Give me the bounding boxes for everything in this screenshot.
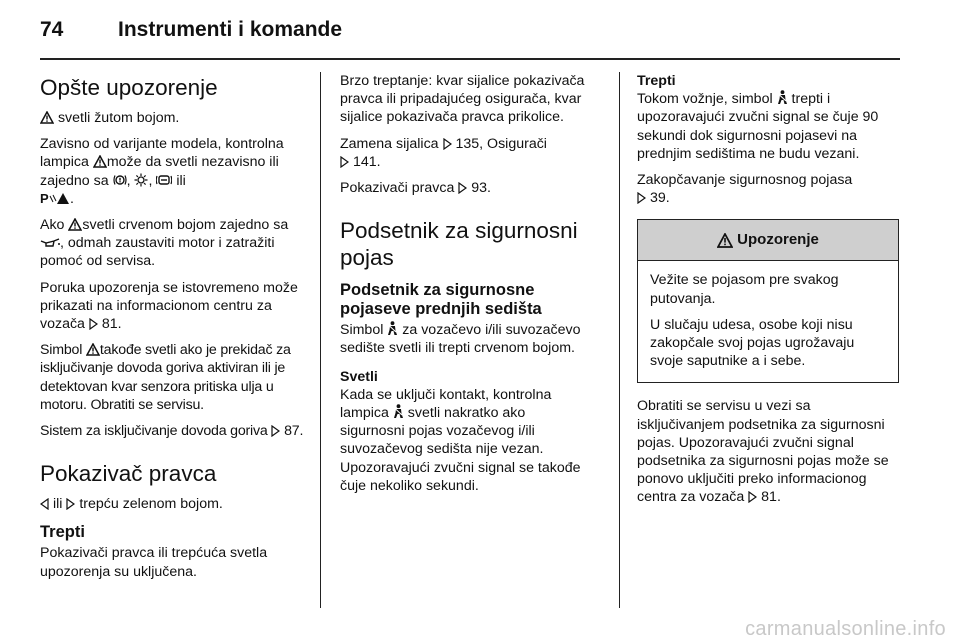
oil-pressure-icon [40, 237, 60, 249]
paragraph: Zavisno od varijante modela, kontrolna lampica može da svetli nezavisno ili zajedno sa , , ili P . [40, 136, 284, 207]
page-header [40, 18, 920, 52]
turn-signal-left-icon [40, 498, 49, 510]
column-1 [40, 72, 308, 589]
paragraph: Brzo treptanje: kvar sijalice pokazivača pravca ili pripadajućeg osigurača, kvar sijalice pokazivača pravca prikolice. [340, 73, 585, 126]
watermark: carmanualsonline.info [745, 618, 946, 640]
section-title-seatbelt-reminder: Podsetnik za sigurnosni pojas [340, 218, 578, 271]
paragraph: ili trepću zelenom bojom. [40, 495, 308, 513]
page-reference-triangle-icon [637, 192, 646, 204]
column-3 [637, 72, 899, 515]
engine-electronics-icon [156, 173, 172, 187]
subheading-flashes: Trepti [40, 523, 85, 542]
paragraph: svetli žutom bojom. [40, 109, 308, 127]
parking-brake-warning-icon [40, 191, 70, 205]
paragraph: Ako svetli crvenom bojom zajedno sa , odmah zaustaviti motor i zatražiti pomoć od servisa. [40, 217, 289, 270]
section-title-general-warning: Opšte upozorenje [40, 75, 218, 100]
paragraph: U slučaju udesa, osobe koji nisu zakopčale svoj pojas ugrožavaju svoje saputnike a i sebe. [650, 316, 855, 370]
turn-signal-right-icon [66, 498, 75, 510]
subheading-flashes: Trepti [637, 73, 676, 89]
page-number: 74 [40, 18, 64, 41]
paragraph: Vežite se pojasom pre svakog putovanja. [650, 272, 839, 307]
subheading-front-seatbelt-reminder: Podsetnik za sigurnosne pojaseve prednjih sedišta [340, 281, 542, 319]
paragraph: Tokom vožnje, simbol trepti i upozoravajući zvučni signal se čuje 90 sekundi dok sigurnosni pojasevi na prednjim sedištima ne budu vezani. [637, 91, 879, 162]
warning-box-body [638, 261, 898, 382]
warning-box-header [638, 220, 898, 261]
svg-text:P: P [40, 190, 49, 205]
seatbelt-icon [387, 321, 398, 336]
paragraph: Pokazivači pravca 93. [340, 180, 491, 197]
seatbelt-icon [777, 90, 788, 105]
page-reference-triangle-icon [89, 318, 98, 330]
paragraph: Kada se uključi kontakt, kontrolna lampica svetli nakratko ako sigurnosni pojas vozačevog i/ili suvozačevog sedišta nije vezan. Upozoravajući zvučni signal se takođe čuje nekoliko sekundi. [340, 386, 581, 494]
page-reference-triangle-icon [748, 491, 757, 503]
paragraph: Zamena sijalica 135, Osigurači 141. [340, 135, 547, 170]
warning-triangle-icon [68, 218, 82, 231]
paragraph: Simbol takođe svetli ako je prekidač za isključivanje dovoda goriva aktiviran ili je detektovan kvar senzora pritiska ulja u motoru. Obratiti se servisu. [40, 342, 291, 413]
page-reference-triangle-icon [271, 425, 280, 437]
paragraph: Sistem za isključivanje dovoda goriva 87. [40, 423, 304, 440]
paragraph: Zakopčavanje sigurnosnog pojasa 39. [637, 172, 853, 207]
brake-system-icon [113, 173, 127, 187]
column-divider-2 [619, 72, 620, 608]
section-title-turn-signal: Pokazivač pravca [40, 461, 217, 487]
paragraph: Simbol za vozačevo i/ili suvozačevo sedište svetli ili trepti crvenom bojom. [340, 322, 581, 357]
subheading-illuminates: Svetli [340, 368, 378, 385]
warning-triangle-icon [93, 155, 107, 168]
bulb-failure-icon [134, 173, 148, 187]
warning-triangle-icon [86, 343, 100, 356]
chapter-title: Instrumenti i komande [118, 18, 343, 41]
page-reference-triangle-icon [443, 138, 452, 150]
header-rule [40, 58, 900, 60]
column-divider-1 [320, 72, 321, 608]
seatbelt-icon [393, 404, 404, 419]
page-reference-triangle-icon [458, 182, 467, 194]
paragraph: Poruka upozorenja se istovremeno može prikazati na informacionom centru za vozača 81. [40, 279, 298, 333]
warning-box-title: Upozorenje [737, 231, 819, 249]
paragraph: Obratiti se servisu u vezi sa isključivanjem podsetnika za sigurnosni pojas. Upozoravajući zvučni signal podsetnika za sigurnosni pojas može se ponovo uključiti preko informacionog centra za vozača 81. [637, 398, 889, 506]
page-reference-triangle-icon [340, 156, 349, 168]
warning-box [637, 219, 899, 383]
paragraph: Pokazivači pravca ili trepćuća svetla upozorenja su uključena. [40, 545, 268, 580]
warning-triangle-icon [40, 111, 54, 124]
column-2 [340, 72, 592, 503]
warning-triangle-icon [717, 233, 733, 248]
